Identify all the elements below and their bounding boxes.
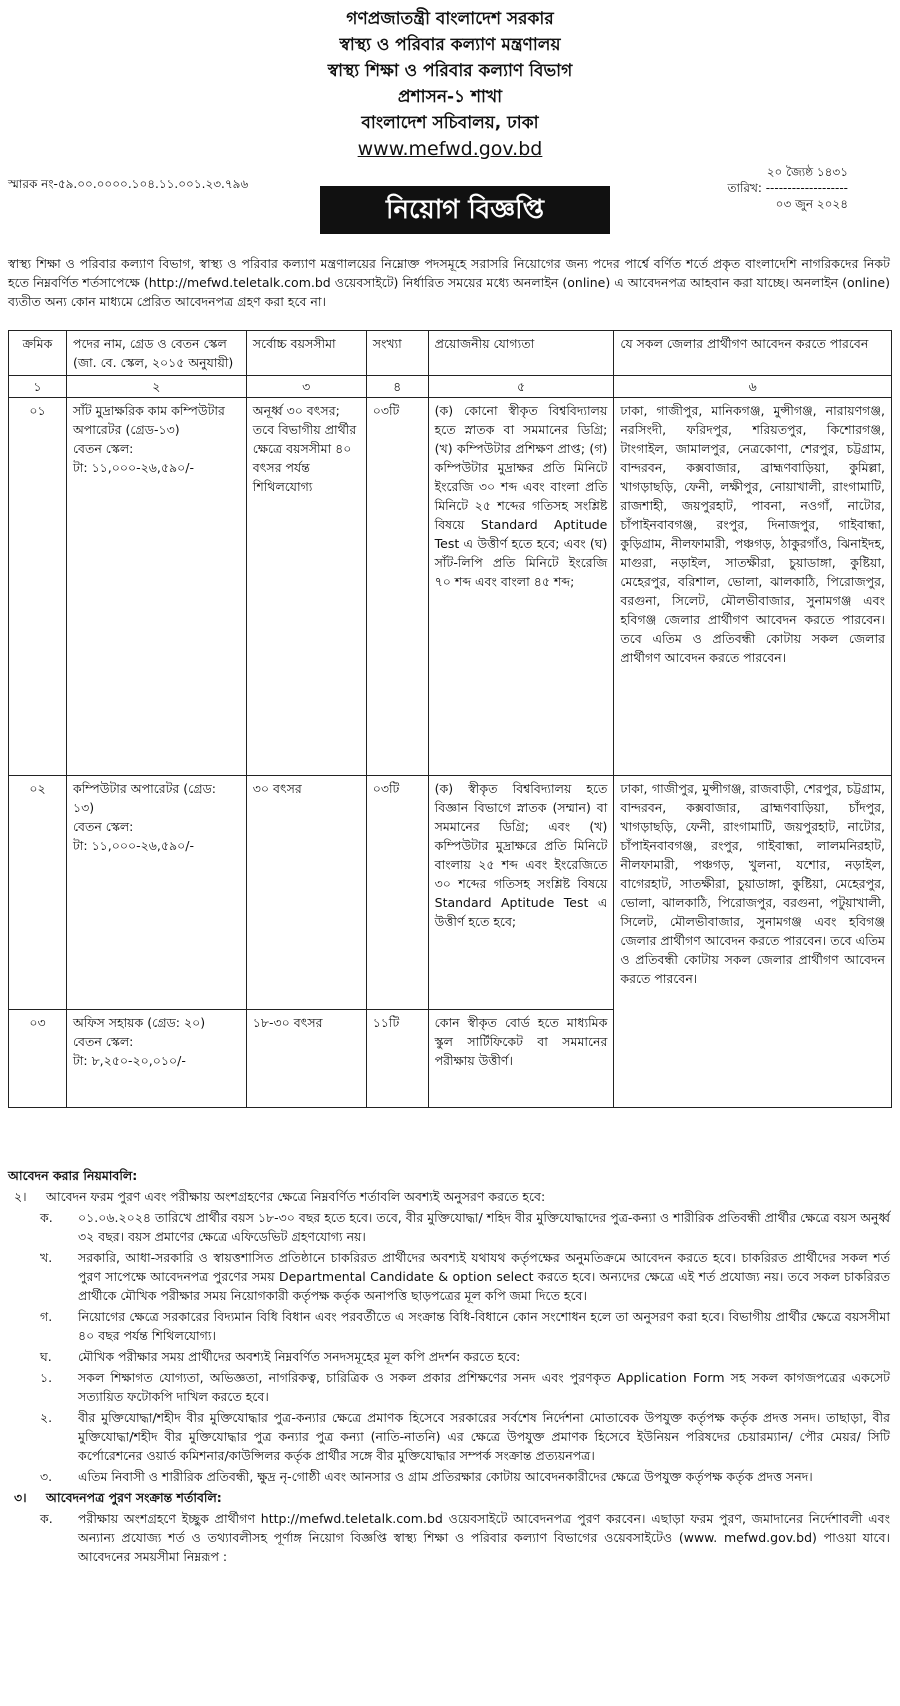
scale-value: টা: ৮,২৫০-২০,০১০/-: [72, 1053, 186, 1068]
table-row: [9, 776, 892, 1010]
rule-item: [8, 1307, 890, 1345]
row-age: ৩০ বৎসর: [246, 776, 366, 1010]
date-bengali: ২০ জ্যৈষ্ঠ ১৪৩১: [766, 165, 848, 179]
section-number: ৩।: [14, 1490, 27, 1505]
rule-section-2: [8, 1187, 890, 1206]
rule-item: [8, 1509, 890, 1566]
item-text: মৌখিক পরীক্ষার সময় প্রার্থীদের অবশ্যই নিম্নবর্ণিত সনদসমূহের মূল কপি প্রদর্শন করতে হবে:: [78, 1349, 521, 1364]
col-header-qualification: প্রয়োজনীয় যোগ্যতা: [428, 331, 614, 376]
post-name: অফিস সহায়ক (গ্রেড: ২০): [72, 1015, 206, 1030]
rule-item: [8, 1408, 890, 1465]
row-age: ১৮-৩০ বৎসর: [246, 1010, 366, 1108]
col-number: ৬: [614, 376, 892, 398]
section-number: ২।: [14, 1189, 27, 1204]
rules-heading: আবেদন করার নিয়মাবলি:: [8, 1168, 138, 1183]
table-number-row: [9, 376, 892, 398]
memo-number: স্মারক নং-৫৯.০০.০০০০.১০৪.১১.০০১.২৩.৭৯৬: [8, 177, 249, 191]
col-header-count: সংখ্যা: [366, 331, 428, 376]
header-url-link[interactable]: www.mefwd.gov.bd: [357, 138, 543, 160]
item-number: ঘ.: [40, 1349, 52, 1364]
post-name: কম্পিউটার অপারেটর (গ্রেড: ১৩): [72, 781, 216, 815]
row-sl: ০৩: [9, 1010, 67, 1108]
row-districts: ঢাকা, গাজীপুর, মুন্সীগঞ্জ, রাজবাড়ী, শেরপুর, চট্টগ্রাম, বান্দরবন, কক্সবাজার, ব্রাহ্মণবাড়িয়া, চাঁদপুর, খাগড়াছড়ি, ফেনী, রাংগামাটি, জয়পুরহাট, নাটোর, চাঁপাইনবাবগঞ্জ, রংপুর, গাইবান্ধা, লালমনিরহাট, নীলফামারী, পঞ্চগড়, খুলনা, যশোর, নড়াইল, বাগেরহাট, সাতক্ষীরা, চুয়াডাঙ্গা, কুষ্টিয়া, মেহেরপুর, ভোলা, ঝালকাঠি, পিরোজপুর, বরগুনা, পটুয়াখালী, সিলেট, মৌলভীবাজার, সুনামগঞ্জ এবং হবিগঞ্জ জেলার প্রার্থীগণ আবেদন করতে পারবেন। তবে এতিম ও প্রতিবন্ধী কোটায় সকল জেলার প্রার্থীগণ আবেদন করতে পারবেন।: [614, 776, 892, 1108]
row-post: [66, 776, 246, 1010]
item-number: ১.: [40, 1370, 53, 1385]
item-number: খ.: [40, 1250, 53, 1265]
posts-table: [8, 330, 892, 1108]
col-number: ৫: [428, 376, 614, 398]
item-text: বীর মুক্তিযোদ্ধা/শহীদ বীর মুক্তিযোদ্ধার পুত্র-কন্যার ক্ষেত্রে প্রমাণক হিসেবে সরকারের সর্বশেষ নির্দেশনা মোতাবেক উপযুক্ত কর্তৃপক্ষ কর্তৃক প্রদত্ত সনদ। তাছাড়া, বীর মুক্তিযোদ্ধা/শহীদ বীর মুক্তিযোদ্ধার পুত্র কন্যার পুত্র কন্যা (নাতি-নাতনি) এর ক্ষেত্রে উপযুক্ত প্রমাণক হিসেবে ইউনিয়ন পরিষদের চেয়ারম্যান/ পৌর মেয়র/ সিটি কর্পোরেশনের ওয়ার্ড কমিশনার/কাউন্সিলর কর্তৃক প্রার্থীর সঙ্গে বীর মুক্তিযোদ্ধার সম্পর্ক সংক্রান্ত প্রত্যয়নপত্র।: [78, 1410, 890, 1463]
item-text: সরকারি, আধা-সরকারি ও স্বায়ত্তশাসিত প্রতিষ্ঠানে চাকরিরত প্রার্থীদের অবশ্যই যথাযথ কর্তৃপক্ষের অনুমতিক্রমে আবেদন করতে হবে। চাকরিরত প্রার্থীদের সকল শর্ত পুরণ সাপেক্ষে আবেদনপত্র পুরণের সময় Departmental Candidate & option select করতে হবে। অন্যদের ক্ষেত্রে এই শর্ত প্রযোজ্য নয়। তবে সকল চাকরিরত প্রার্থীকে মৌখিক পরীক্ষার সময় নিয়োগকারী কর্তৃপক্ষ কর্তৃক অনাপত্তি ছাড়পত্রের মূল কপি জমা দিতে হবে।: [78, 1250, 890, 1303]
notice-title: নিয়োগ বিজ্ঞপ্তি: [320, 186, 610, 234]
header-govt: গণপ্রজাতন্ত্রী বাংলাদেশ সরকার: [346, 9, 554, 29]
scale-label: বেতন স্কেল:: [72, 1034, 134, 1049]
item-text: সকল শিক্ষাগত যোগ্যতা, অভিজ্ঞতা, নাগরিকত্ব, চারিত্রিক ও সকল প্রকার প্রশিক্ষণের সনদ এবং পুরণকৃত Application Form সহ সকল কাগজপত্রের একসেট সত্যায়িত ফটোকপি দাখিল করতে হবে।: [78, 1370, 890, 1404]
scale-value: টা: ১১,০০০-২৬,৫৯০/-: [72, 460, 194, 475]
row-count: ১১টি: [366, 1010, 428, 1108]
row-qualification: (ক) স্বীকৃত বিশ্ববিদ্যালয় হতে বিজ্ঞান বিভাগে স্নাতক (সম্মান) বা সমমানের ডিগ্রি; এবং (খ) কম্পিউটার মুদ্রাক্ষরে প্রতি মিনিটে বাংলায় ২৫ শব্দ এবং ইংরেজিতে ৩০ শব্দের গতিসহ সংশ্লিষ্ট বিষয়ে Standard Aptitude Test এ উত্তীর্ণ হতে হবে;: [428, 776, 614, 1010]
col-header-sl: ক্রমিক: [9, 331, 67, 376]
col-header-districts: যে সকল জেলার প্রার্থীগণ আবেদন করতে পারবেন: [614, 331, 892, 376]
row-sl: ০২: [9, 776, 67, 1010]
header-address: বাংলাদেশ সচিবালয়, ঢাকা: [361, 113, 539, 133]
intro-paragraph: স্বাস্থ্য শিক্ষা ও পরিবার কল্যাণ বিভাগ, স্বাস্থ্য ও পরিবার কল্যাণ মন্ত্রণালয়ের নিম্নোক্ত পদসমূহে সরাসরি নিয়োগের জন্য পদের পার্শ্বে বর্ণিত শর্তে প্রকৃত বাংলাদেশি নাগরিকদের নিকট হতে নিম্নবর্ণিত শর্তসাপেক্ষে (http://mefwd.teletalk.com.bd ওয়েবসাইটে) নির্ধারিত সময়ের মধ্যে অনলাইন (online) এ আবেদনপত্র আহবান করা যাচ্ছে। অনলাইন (online) ব্যতীত অন্য কোন মাধ্যমে প্রেরিত আবেদনপত্র গ্রহণ করা হবে না।: [8, 256, 890, 309]
rule-item: [8, 1248, 890, 1305]
rule-item: [8, 1368, 890, 1406]
header-ministry: স্বাস্থ্য ও পরিবার কল্যাণ মন্ত্রণালয়: [339, 35, 561, 55]
row-sl: ০১: [9, 398, 67, 776]
header-branch: প্রশাসন-১ শাখা: [397, 87, 503, 107]
col-header-post: পদের নাম, গ্রেড ও বেতন স্কেল (জা. বে. স্কেল, ২০১৫ অনুযায়ী): [66, 331, 246, 376]
item-text: পরীক্ষায় অংশগ্রহণে ইচ্ছুক প্রার্থীগণ http://mefwd.teletalk.com.bd ওয়েবসাইটে আবেদনপত্র পুরণ করবেন। এছাড়া ফরম পুরণ, জমাদানের নির্দেশাবলী এবং অন্যান্য প্রযোজ্য শর্ত ও তথ্যাবলীসহ পূর্ণাঙ্গ নিয়োগ বিজ্ঞপ্তি স্বাস্থ্য শিক্ষা ও পরিবার কল্যাণ বিভাগের ওয়েবসাইটেও (www. mefwd.gov.bd) পাওয়া যাবে। আবেদনের সময়সীমা নিম্নরূপ :: [78, 1511, 890, 1564]
post-name: সাঁট মুদ্রাক্ষরিক কাম কম্পিউটার অপারেটর (গ্রেড-১৩): [72, 403, 225, 437]
item-number: ক.: [40, 1511, 53, 1526]
section-text: আবেদন ফরম পুরণ এবং পরীক্ষায় অংশগ্রহণের ক্ষেত্রে নিম্নবর্ণিত শর্তাবলি অবশ্যই অনুসরণ করতে হবে:: [46, 1189, 546, 1204]
row-qualification: (ক) কোনো স্বীকৃত বিশ্ববিদ্যালয় হতে স্নাতক বা সমমানের ডিগ্রি; (খ) কম্পিউটার প্রশিক্ষণ প্রাপ্ত; (গ) কম্পিউটার মুদ্রাক্ষর প্রতি মিনিটে ইংরেজি ৩০ শব্দ এবং বাংলা প্রতি মিনিটে ২৫ শব্দের গতিসহ সংশ্লিষ্ট বিষয়ে Standard Aptitude Test এ উত্তীর্ণ হতে হবে; এবং (ঘ) সাঁট-লিপি প্রতি মিনিটে ইংরেজি ৭০ শব্দ এবং বাংলা ৪৫ শব্দ;: [428, 398, 614, 776]
scale-label: বেতন স্কেল:: [72, 819, 134, 834]
item-number: গ.: [40, 1309, 53, 1324]
item-text: এতিম নিবাসী ও শারীরিক প্রতিবন্ধী, ক্ষুদ্র নৃ-গোষ্ঠী এবং আনসার ও গ্রাম প্রতিরক্ষার কোটায় আবেদনকারীদের ক্ষেত্রে উপযুক্ত কর্তৃপক্ষ কর্তৃক প্রদত্ত সনদ।: [78, 1469, 813, 1484]
row-post: [66, 398, 246, 776]
date-english: ০৩ জুন ২০২৪: [775, 197, 848, 211]
row-post: [66, 1010, 246, 1108]
col-number: ৪: [366, 376, 428, 398]
col-number: ২: [66, 376, 246, 398]
date-label: তারিখ: -------------------: [727, 181, 848, 195]
rule-item: [8, 1347, 890, 1366]
row-qualification: কোন স্বীকৃত বোর্ড হতে মাধ্যমিক স্কুল সার্টিফিকেট বা সমমানের পরীক্ষায় উত্তীর্ণ।: [428, 1010, 614, 1108]
rule-item: [8, 1467, 890, 1486]
row-districts: ঢাকা, গাজীপুর, মানিকগঞ্জ, মুন্সীগঞ্জ, নারায়ণগঞ্জ, নরসিংদী, ফরিদপুর, শরিয়তপুর, কিশোরগঞ্জ, টাংগাইল, জামালপুর, নেত্রকোণা, শেরপুর, চট্টগ্রাম, বান্দরবন, কক্সবাজার, ব্রাহ্মণবাড়িয়া, কুমিল্লা, খাগড়াছড়ি, ফেনী, লক্ষীপুর, নোয়াখালী, রাংগামাটি, রাজশাহী, জয়পুরহাট, পাবনা, নওগাঁ, নাটোর, চাঁপাইনবাবগঞ্জ, রংপুর, দিনাজপুর, গাইবান্ধা, কুড়িগ্রাম, নীলফামারী, পঞ্চগড়, ঠাকুরগাঁও, ঝিনাইদহ, মাগুরা, নড়াইল, সাতক্ষীরা, চুয়াডাঙ্গা, কুষ্টিয়া, মেহেরপুর, বরিশাল, ভোলা, ঝালকাঠি, পিরোজপুর, বরগুনা, সিলেট, মৌলভীবাজার, সুনামগঞ্জ এবং হবিগঞ্জ জেলার প্রার্থীগণ আবেদন করতে পারবেন। তবে এতিম ও প্রতিবন্ধী কোটায় সকল জেলার প্রার্থীগণ আবেদন করতে পারবেন।: [614, 398, 892, 776]
rule-item: [8, 1208, 890, 1246]
row-age: অনূর্ধ্ব ৩০ বৎসর; তবে বিভাগীয় প্রার্থীর ক্ষেত্রে বয়সসীমা ৪০ বৎসর পর্যন্ত শিথিলযোগ্য: [246, 398, 366, 776]
header-division: স্বাস্থ্য শিক্ষা ও পরিবার কল্যাণ বিভাগ: [327, 61, 573, 81]
col-header-age: সর্বোচ্চ বয়সসীমা: [246, 331, 366, 376]
item-text: ০১.০৬.২০২৪ তারিখে প্রার্থীর বয়স ১৮-৩০ বছর হতে হবে। তবে, বীর মুক্তিযোদ্ধা/ শহিদ বীর মুক্তিযোদ্ধাদের পুত্র-কন্যা ও শারীরিক প্রতিবন্ধী প্রার্থীর ক্ষেত্রে বয়স অনুর্ধ্ব ৩২ বছর। বয়স প্রমাণের ক্ষেত্রে এফিডেভিট গ্রহণযোগ্য নয়।: [78, 1210, 890, 1244]
section-text: আবেদনপত্র পুরণ সংক্রান্ত শর্তাবলি:: [46, 1490, 222, 1505]
table-row: [9, 398, 892, 776]
scale-value: টা: ১১,০০০-২৬,৫৯০/-: [72, 838, 194, 853]
row-count: ০৩টি: [366, 398, 428, 776]
row-count: ০৩টি: [366, 776, 428, 1010]
table-header-row: [9, 331, 892, 376]
rule-section-3: [8, 1488, 890, 1507]
item-number: ৩.: [40, 1469, 53, 1484]
date-block: [727, 164, 848, 212]
application-rules: [8, 1166, 890, 1566]
letterhead: [0, 0, 900, 162]
col-number: ৩: [246, 376, 366, 398]
scale-label: বেতন স্কেল:: [72, 441, 134, 456]
item-text: নিয়োগের ক্ষেত্রে সরকারের বিদ্যমান বিধি বিধান এবং পরবর্তীতে এ সংক্রান্ত বিধি-বিধানে কোন সংশোধন হলে তা অনুসরণ করা হবে। বিভাগীয় প্রার্থীর ক্ষেত্রে বয়সসীমা ৪০ বছর পর্যন্ত শিথিলযোগ্য।: [78, 1309, 890, 1343]
item-number: ২.: [40, 1410, 53, 1425]
item-number: ক.: [40, 1210, 53, 1225]
col-number: ১: [9, 376, 67, 398]
